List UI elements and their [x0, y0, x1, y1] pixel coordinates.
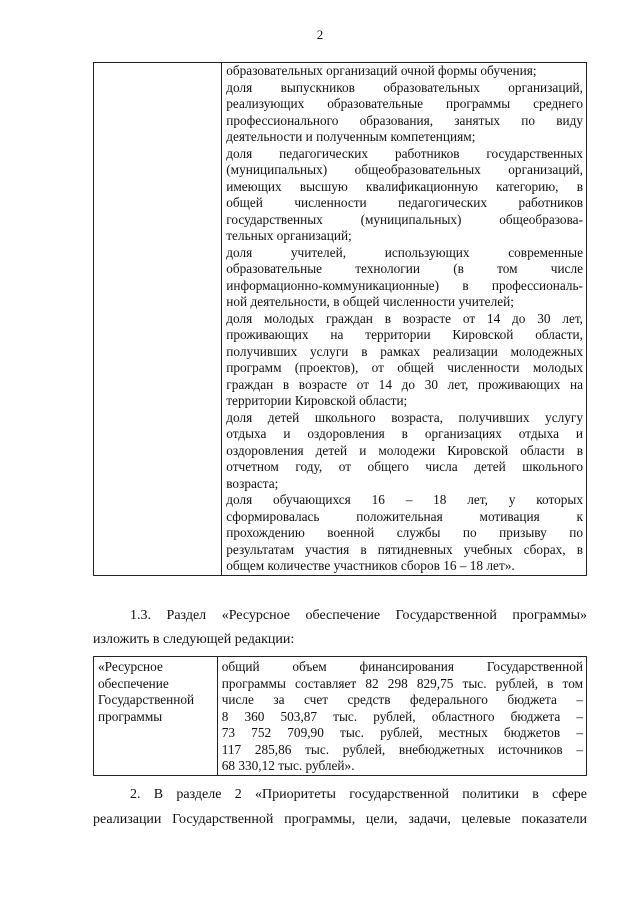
text-line: доля учителей, использующих современные	[226, 244, 583, 260]
text-line: сформировалась положительная мотивация к	[226, 508, 583, 524]
text-line: 68 330,12 тыс. рублей».	[221, 758, 355, 773]
text-line: отчетном году, от общего числа детей школьного	[226, 459, 583, 474]
table2-left-cell	[94, 657, 218, 776]
paragraph-2-line1: 2. В разделе 2 «Приоритеты государственной политики в сфере	[130, 787, 587, 802]
text-line: отдыха и оздоровления в организациях отдыха и	[226, 426, 583, 441]
text-line: граждан в возрасте от 14 до 30 лет, проживающих на	[226, 376, 583, 392]
text-line: доля обучающихся 16 – 18 лет, у которых	[226, 492, 583, 507]
text-line: реализующих образовательные программы среднего	[226, 96, 583, 111]
text-line: 117 285,86 тыс. рублей, внебюджетных источников –	[221, 741, 583, 757]
paragraph-1-3-line1: 1.3. Раздел «Ресурсное обеспечение Государственной программы»	[130, 608, 587, 623]
text-line: возраста;	[226, 475, 279, 491]
text-line: Государственной	[98, 692, 195, 707]
text-line: оздоровления детей и молодежи Кировской области в	[226, 442, 583, 458]
text-line: ной деятельности, в общей численности учителей;	[226, 294, 514, 309]
text-line: доля педагогических работников государственных	[226, 145, 583, 161]
text-line: образовательные технологии (в том числе	[226, 261, 583, 276]
page-number: 2	[316, 27, 324, 42]
table1-right-cell	[222, 63, 587, 576]
text-line: территории Кировской области;	[226, 393, 408, 408]
text-line: обеспечение	[98, 675, 169, 691]
resource-support-table	[93, 656, 587, 776]
goals-indicators-table	[93, 62, 587, 576]
text-line: «Ресурсное	[98, 659, 163, 674]
text-line: получивших услуги в рамках реализации молодежных	[226, 343, 583, 359]
text-line: доля выпускников образовательных организаций,	[226, 79, 583, 95]
text-line: профессионального образования, занятых по виду	[226, 112, 583, 128]
text-line: образовательных организаций очной формы обучения;	[226, 63, 537, 78]
text-line: общий объем финансирования Государственной	[221, 659, 583, 674]
text-line: проживающих на территории Кировской области,	[226, 327, 583, 342]
text-line: общем количестве участников сборов 16 – 18 лет».	[226, 558, 515, 573]
text-line: имеющих высшую квалификационную категорию, в	[226, 178, 583, 194]
text-line: информационно-коммуникационные) в профессиональ-	[226, 277, 583, 293]
text-line: тельных организаций;	[226, 228, 352, 243]
table1-left-cell	[94, 63, 222, 576]
text-line: программы	[98, 708, 163, 724]
text-line: деятельности и полученным компетенциям;	[226, 129, 476, 144]
text-line: общей численности педагогических работников	[226, 195, 583, 210]
text-line: государственных (муниципальных) общеобразова-	[226, 211, 583, 227]
text-line: программ (проектов), от общей численности молодых	[226, 360, 583, 375]
text-line: (муниципальных) общеобразовательных организаций,	[226, 162, 583, 177]
text-line: числе за счет средств федерального бюджета –	[221, 692, 583, 707]
text-line: доля молодых граждан в возрасте от 14 до 30 лет,	[226, 310, 583, 326]
text-line: доля детей школьного возраста, получивших услугу	[226, 409, 583, 425]
paragraph-1-3-line2: изложить в следующей редакции:	[93, 632, 295, 647]
table2-right-cell	[217, 657, 586, 776]
text-line: программы составляет 82 298 829,75 тыс. рублей, в том	[221, 675, 583, 691]
paragraph-2-line2: реализации Государственной программы, цели, задачи, целевые показатели	[93, 812, 587, 827]
text-line: 73 752 709,90 тыс. рублей, местных бюджетов –	[221, 725, 583, 740]
text-line: 8 360 503,87 тыс. рублей, областного бюджета –	[221, 708, 583, 724]
text-line: прохождению военной службы по призыву по	[226, 525, 583, 540]
text-line: результатам участия в пятидневных учебных сборах, в	[226, 541, 583, 557]
